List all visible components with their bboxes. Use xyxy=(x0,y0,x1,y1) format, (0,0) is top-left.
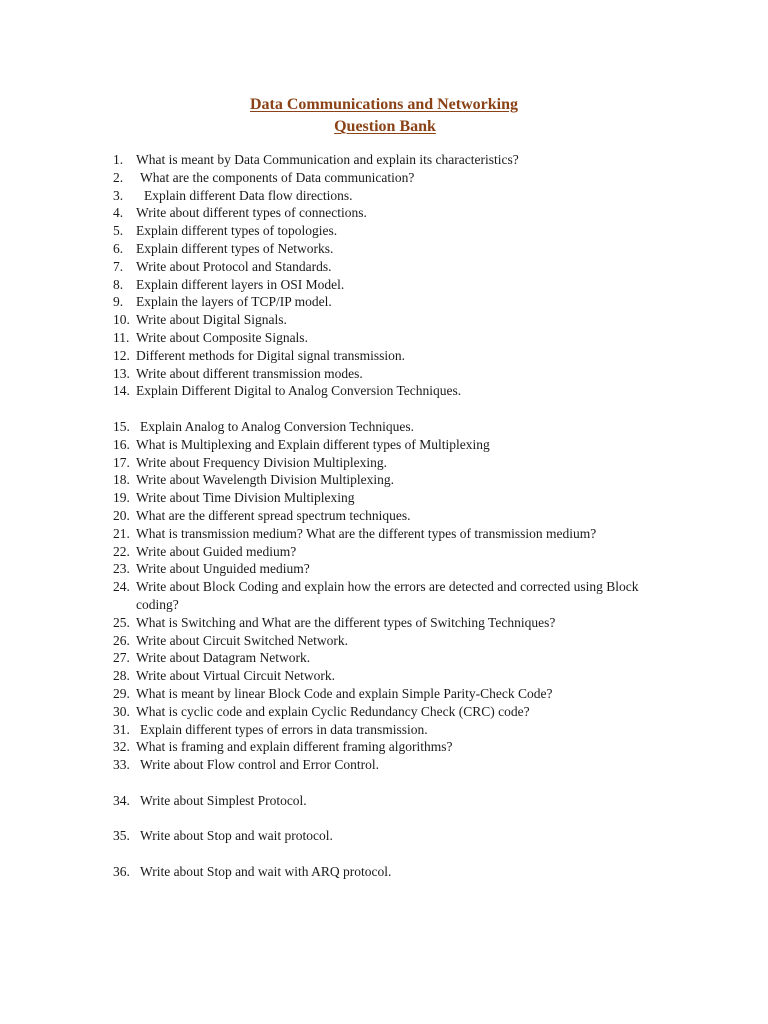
question-item xyxy=(113,276,673,294)
question-text: What are the different spread spectrum techniques. xyxy=(136,507,411,523)
question-text: Write about Virtual Circuit Network. xyxy=(136,668,335,684)
question-number: 21. xyxy=(113,525,130,541)
question-number: 33. xyxy=(113,757,130,773)
question-item xyxy=(113,667,673,685)
question-number: 4. xyxy=(113,205,124,221)
question-text: Explain Different Digital to Analog Conversion Techniques. xyxy=(136,383,462,399)
question-text: What is cyclic code and explain Cyclic Redundancy Check (CRC) code? xyxy=(136,703,530,719)
question-number: 1. xyxy=(113,152,124,167)
question-text: What is meant by Data Communication and explain its characteristics? xyxy=(136,152,519,167)
question-item xyxy=(113,311,673,329)
question-number: 18. xyxy=(113,472,130,488)
question-item xyxy=(113,329,673,347)
question-number: 17. xyxy=(113,454,130,470)
question-text: Explain different Data flow directions. xyxy=(144,187,353,203)
question-text: What is meant by linear Block Code and explain Simple Parity-Check Code? xyxy=(136,685,553,701)
question-text: Write about Unguided medium? xyxy=(136,561,310,577)
question-item xyxy=(113,578,673,614)
question-text: Different methods for Digital signal transmission. xyxy=(136,347,405,363)
question-number: 14. xyxy=(113,383,130,399)
question-text: Write about Simplest Protocol. xyxy=(140,792,307,808)
question-text: Write about Datagram Network. xyxy=(136,650,311,666)
question-item xyxy=(113,151,673,169)
question-item xyxy=(113,560,673,578)
question-number: 16. xyxy=(113,436,130,452)
question-text: Write about Composite Signals. xyxy=(136,329,308,345)
question-text: Explain Analog to Analog Conversion Techniques. xyxy=(140,418,415,434)
question-item xyxy=(113,418,673,436)
question-item xyxy=(113,222,673,240)
question-number: 23. xyxy=(113,561,130,577)
question-text: Explain different layers in OSI Model. xyxy=(136,276,345,292)
question-number: 3. xyxy=(113,187,124,203)
question-text: Write about Frequency Division Multiplexing. xyxy=(136,454,388,470)
question-number: 29. xyxy=(113,685,130,701)
question-item xyxy=(113,454,673,472)
question-list xyxy=(113,151,673,881)
question-text: Explain different types of topologies. xyxy=(136,223,338,239)
question-item xyxy=(113,293,673,311)
question-text: What is framing and explain different framing algorithms? xyxy=(136,739,453,755)
question-text: Write about Flow control and Error Control. xyxy=(140,757,380,773)
question-item xyxy=(113,525,673,543)
question-item xyxy=(113,187,673,205)
question-item xyxy=(113,436,673,454)
question-number: 5. xyxy=(113,223,124,239)
question-number: 8. xyxy=(113,276,124,292)
question-number: 25. xyxy=(113,614,130,630)
question-number: 9. xyxy=(113,294,124,310)
question-item xyxy=(113,614,673,632)
question-number: 32. xyxy=(113,739,130,755)
document-header xyxy=(0,94,768,138)
question-number: 7. xyxy=(113,258,124,274)
question-text: What is Multiplexing and Explain different types of Multiplexing xyxy=(136,436,490,452)
question-item xyxy=(113,489,673,507)
question-item xyxy=(113,703,673,721)
question-item xyxy=(113,738,673,756)
question-item xyxy=(113,204,673,222)
question-text: Write about Protocol and Standards. xyxy=(136,258,332,274)
question-number: 13. xyxy=(113,365,130,381)
question-number: 34. xyxy=(113,792,130,808)
question-text: Explain different types of errors in data transmission. xyxy=(140,721,428,737)
question-item xyxy=(113,649,673,667)
question-text: What are the components of Data communication? xyxy=(140,169,415,185)
question-text: Explain the layers of TCP/IP model. xyxy=(136,294,332,310)
question-number: 28. xyxy=(113,668,130,684)
question-number: 35. xyxy=(113,828,130,844)
question-number: 11. xyxy=(113,329,130,345)
question-number: 30. xyxy=(113,703,130,719)
question-text: Write about different types of connections. xyxy=(136,205,367,221)
question-text: Write about Stop and wait protocol. xyxy=(140,828,333,844)
question-item xyxy=(113,258,673,276)
question-text: Write about different transmission modes. xyxy=(136,365,363,381)
question-item xyxy=(113,792,673,810)
question-item xyxy=(113,827,673,845)
question-text: Write about Time Division Multiplexing xyxy=(136,490,355,506)
question-item xyxy=(113,365,673,383)
question-text: What is transmission medium? What are the different types of transmission medium? xyxy=(136,525,597,541)
question-text: Write about Wavelength Division Multiplexing. xyxy=(136,472,394,488)
question-number: 27. xyxy=(113,650,130,666)
question-item xyxy=(113,471,673,489)
document-subtitle: Question Bank xyxy=(334,118,436,135)
question-number: 20. xyxy=(113,507,130,523)
question-text: Write about Guided medium? xyxy=(136,543,297,559)
question-number: 6. xyxy=(113,240,124,256)
question-number: 22. xyxy=(113,543,130,559)
question-item xyxy=(113,543,673,561)
question-text: Write about Stop and wait with ARQ protocol. xyxy=(140,863,392,879)
question-text: Write about Circuit Switched Network. xyxy=(136,632,349,648)
question-text: Write about Digital Signals. xyxy=(136,312,287,328)
question-text: Explain different types of Networks. xyxy=(136,240,334,256)
document-title: Data Communications and Networking xyxy=(249,96,518,113)
question-item xyxy=(113,507,673,525)
question-item xyxy=(113,240,673,258)
question-number: 10. xyxy=(113,312,130,328)
question-item xyxy=(113,721,673,739)
question-number: 12. xyxy=(113,347,130,363)
question-number: 15. xyxy=(113,418,130,434)
question-item xyxy=(113,632,673,650)
question-number: 31. xyxy=(113,721,130,737)
question-number: 26. xyxy=(113,632,130,648)
question-item xyxy=(113,382,673,400)
question-item xyxy=(113,347,673,365)
question-number: 2. xyxy=(113,169,124,185)
question-text: Write about Block Coding and explain how the errors are detected and corrected using Block coding? xyxy=(136,579,639,612)
question-number: 19. xyxy=(113,490,130,506)
question-text: What is Switching and What are the different types of Switching Techniques? xyxy=(136,614,556,630)
question-number: 24. xyxy=(113,579,130,595)
question-item xyxy=(113,685,673,703)
question-item xyxy=(113,863,673,881)
question-item xyxy=(113,169,673,187)
question-number: 36. xyxy=(113,863,130,879)
question-item xyxy=(113,756,673,774)
